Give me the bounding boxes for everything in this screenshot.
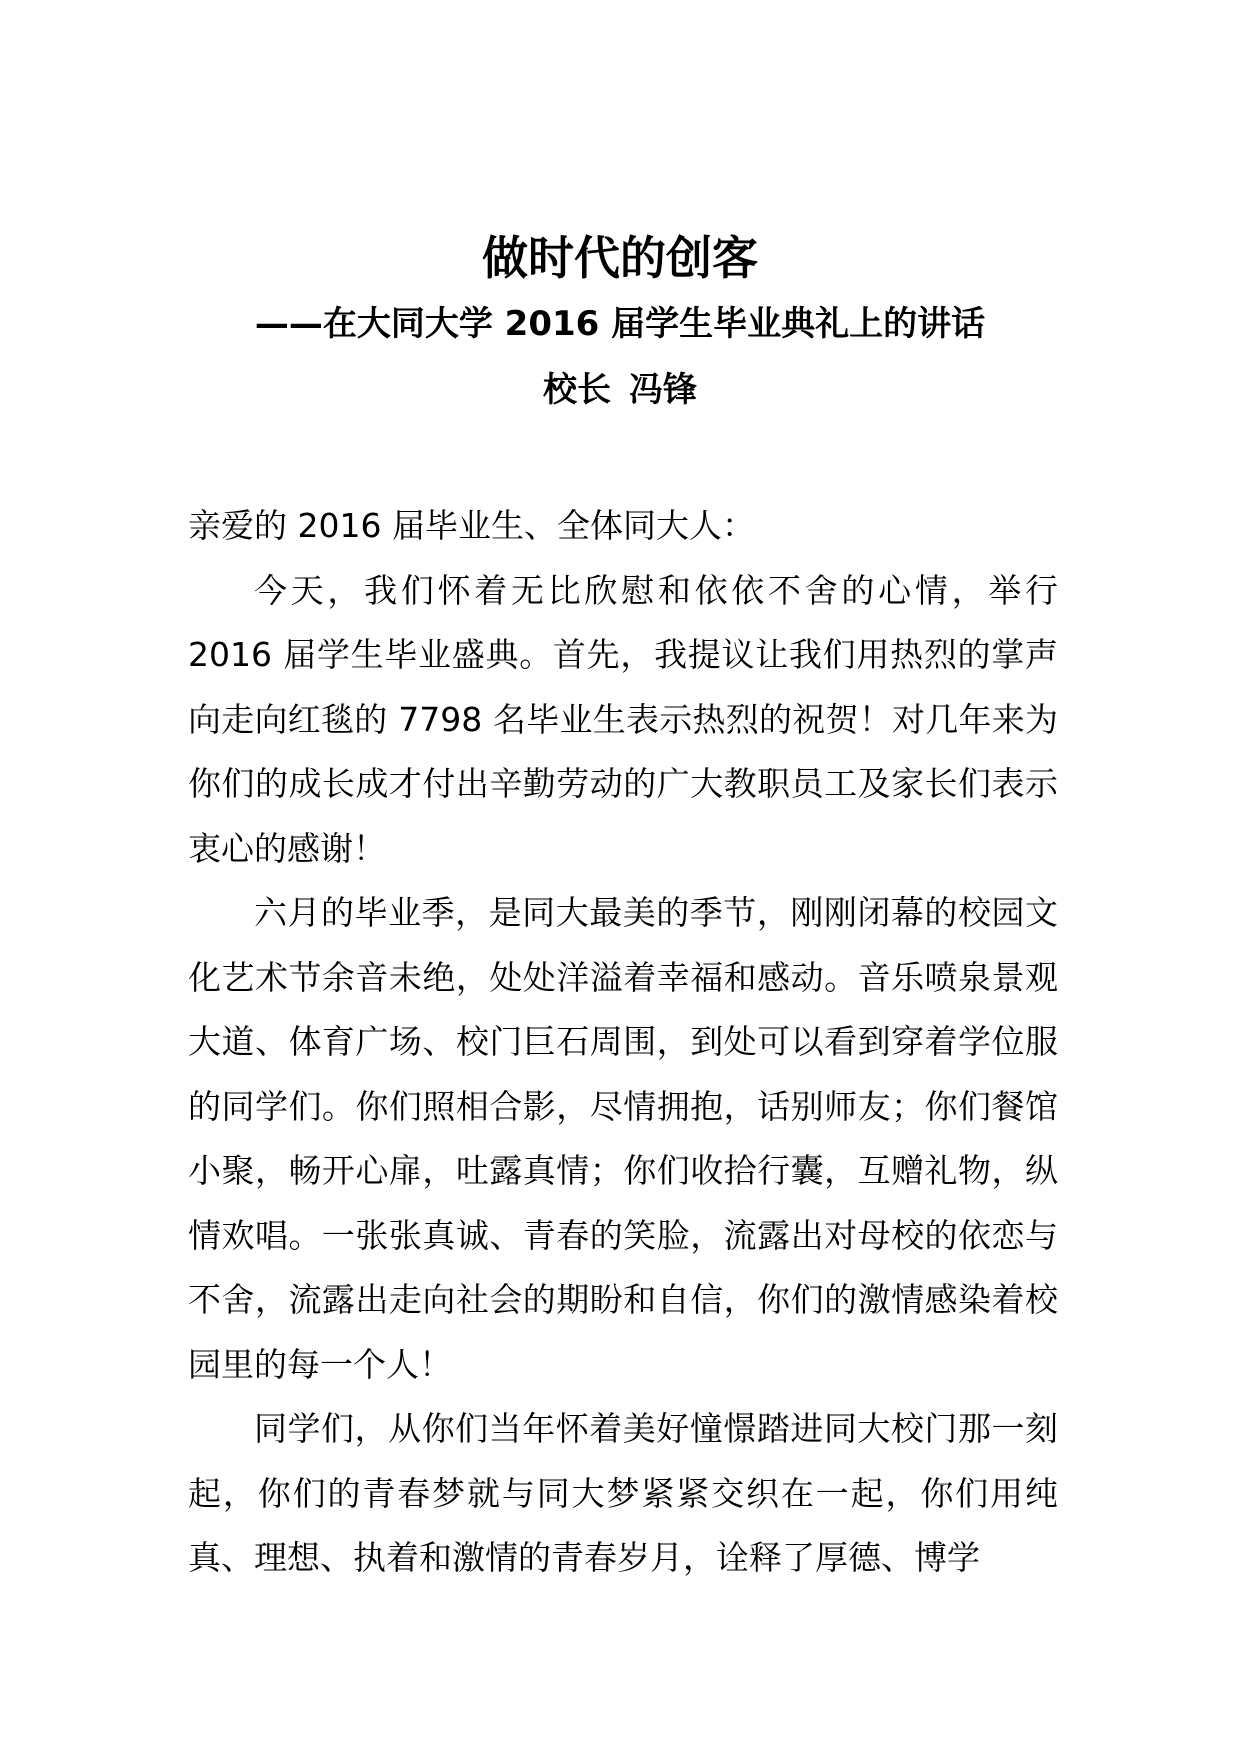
document-title: 做时代的创客 [482, 231, 758, 285]
document-subtitle: ——在大同大学 2016 届学生毕业典礼上的讲话 [254, 304, 986, 344]
paragraph-1: 今天，我们怀着无比欣慰和依依不舍的心情，举行 2016 届学生毕业盛典。首先，我提议让我们用热烈的掌声向走向红毯的 7798 名毕业生表示热烈的祝贺！对几年来为你们的成长成才付出辛勤劳动的广大教职员工及家长们表示衷心的感谢！ [188, 570, 1058, 868]
author-name: 冯锋 [629, 370, 697, 410]
author-role: 校长 [543, 370, 611, 410]
paragraph-3: 同学们，从你们当年怀着美好憧憬踏进同大校门那一刻起，你们的青春梦就与同大梦紧紧交织在一起，你们用纯真、理想、执着和激情的青春岁月，诠释了厚德、博学 [188, 1409, 1058, 1577]
paragraph-2: 六月的毕业季，是同大最美的季节，刚刚闭幕的校园文化艺术节余音未绝，处处洋溢着幸福和感动。音乐喷泉景观大道、体育广场、校门巨石周围，到处可以看到穿着学位服的同学们。你们照相合影，尽情拥抱，话别师友；你们餐馆小聚，畅开心扉，吐露真情；你们收拾行囊，互赠礼物，纵情欢唱。一张张真诚、青春的笑脸，流露出对母校的依恋与不舍，流露出走向社会的期盼和自信，你们的激情感染着校园里的每一个人！ [188, 893, 1058, 1384]
author-line [0, 366, 1240, 414]
salutation: 亲爱的 2016 届毕业生、全体同大人： [188, 506, 755, 545]
speech-body [188, 494, 1058, 1591]
